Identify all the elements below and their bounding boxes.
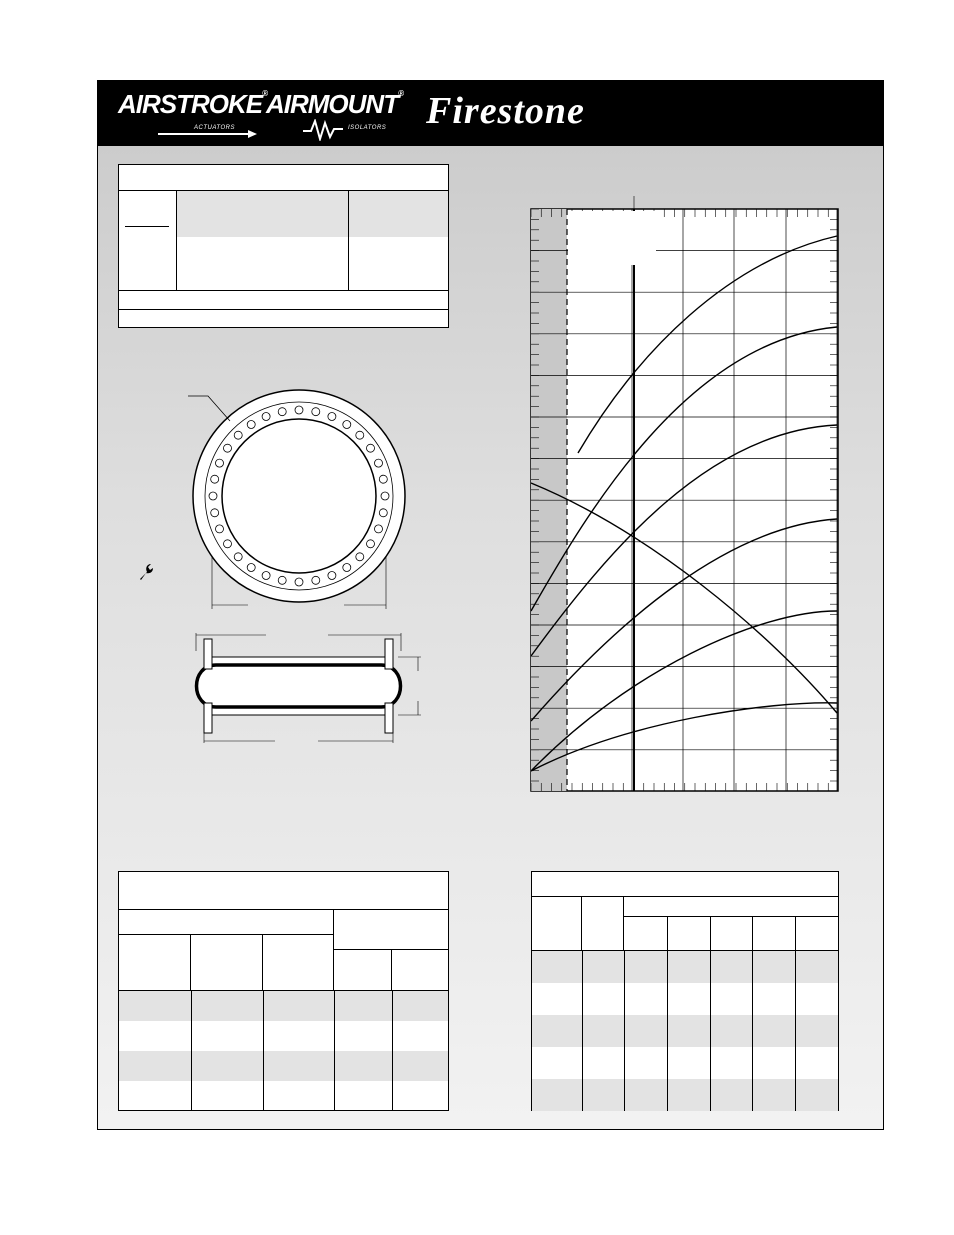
load-table-group-b [334, 910, 448, 950]
airstroke-logo-sub: ACTUATORS [194, 125, 235, 131]
column-divider [667, 1047, 668, 1079]
bolt-hole [216, 459, 224, 467]
column-divider [752, 917, 753, 950]
bolt-hole [356, 431, 364, 439]
table-row [119, 1021, 448, 1051]
load-table-col-3 [263, 935, 334, 990]
bolt-hole [295, 406, 303, 414]
spec-table-left-col [119, 191, 177, 290]
table-row [532, 1047, 838, 1079]
column-divider [710, 1015, 711, 1047]
column-divider [752, 1047, 753, 1079]
bolt-hole [211, 475, 219, 483]
airstroke-logo [118, 89, 267, 120]
column-divider [334, 1021, 335, 1051]
bolt-hole [224, 540, 232, 548]
column-divider [334, 1081, 335, 1111]
bolt-hole [375, 459, 383, 467]
column-divider [710, 1047, 711, 1079]
bolt-hole [234, 431, 242, 439]
column-divider [191, 991, 192, 1021]
column-divider [710, 917, 711, 950]
column-divider [582, 951, 583, 983]
column-divider [795, 1079, 796, 1111]
spec-table-cell-a [177, 191, 349, 237]
rate-table-col-1 [532, 897, 582, 950]
bolt-hole [247, 421, 255, 429]
bolt-hole [262, 413, 270, 421]
registered-mark: ® [398, 89, 403, 98]
rate-table-group [624, 897, 838, 917]
rate-table [531, 871, 839, 1111]
bolt-hole [295, 578, 303, 586]
rate-table-title [532, 872, 838, 897]
bolt-hole [375, 525, 383, 533]
column-divider [710, 951, 711, 983]
column-divider [582, 983, 583, 1015]
table-row [119, 991, 448, 1021]
bolt-hole [367, 540, 375, 548]
flange-drawing [118, 371, 448, 771]
table-row [532, 1079, 838, 1111]
load-table-col-5 [392, 950, 448, 990]
bolt-hole [367, 444, 375, 452]
column-divider [624, 1047, 625, 1079]
performance-chart [528, 191, 848, 801]
column-divider [795, 983, 796, 1015]
bolt-hole [381, 492, 389, 500]
column-divider [263, 1051, 264, 1081]
bolt-hole [216, 525, 224, 533]
column-divider [191, 1081, 192, 1111]
registered-mark: ® [262, 89, 268, 98]
load-table-col-1 [119, 935, 191, 990]
bolt-hole [247, 564, 255, 572]
header-bar [98, 81, 883, 146]
airstroke-logo-text: AIRSTROKE [118, 89, 263, 119]
column-divider [752, 951, 753, 983]
spec-sheet [97, 80, 884, 1130]
airmount-logo-sub: ISOLATORS [348, 125, 387, 131]
bolt-hole [328, 413, 336, 421]
column-divider [582, 1047, 583, 1079]
column-divider [795, 951, 796, 983]
column-divider [795, 1047, 796, 1079]
column-divider [710, 1079, 711, 1111]
spec-table-divider [125, 226, 169, 227]
column-divider [667, 1079, 668, 1111]
column-divider [752, 1015, 753, 1047]
spec-table [118, 164, 449, 328]
column-divider [263, 991, 264, 1021]
table-row [532, 951, 838, 983]
bolt-hole [234, 553, 242, 561]
table-row [119, 1051, 448, 1081]
firestone-logo: Firestone [426, 90, 585, 132]
column-divider [392, 1051, 393, 1081]
bolt-hole [379, 475, 387, 483]
column-divider [392, 991, 393, 1021]
column-divider [582, 1079, 583, 1111]
bolt-hole [379, 509, 387, 517]
rate-table-col-2 [582, 897, 624, 950]
load-table-group-a [119, 910, 334, 935]
column-divider [392, 1021, 393, 1051]
bolt-hole [211, 509, 219, 517]
load-table-title [119, 872, 448, 910]
column-divider [392, 1081, 393, 1111]
column-divider [624, 983, 625, 1015]
column-divider [582, 1015, 583, 1047]
bolt-hole [278, 408, 286, 416]
column-divider [667, 917, 668, 950]
column-divider [710, 983, 711, 1015]
wrench-icon [140, 564, 153, 580]
column-divider [667, 1015, 668, 1047]
bolt-hole [328, 572, 336, 580]
bolt-hole [278, 576, 286, 584]
column-divider [795, 917, 796, 950]
table-row [532, 983, 838, 1015]
airmount-logo-text: AIRMOUNT [266, 89, 399, 119]
column-divider [334, 991, 335, 1021]
spec-table-cell-c [177, 237, 349, 290]
column-divider [191, 1021, 192, 1051]
spec-table-cell-b [349, 191, 448, 237]
table-row [532, 1015, 838, 1047]
column-divider [624, 1079, 625, 1111]
bolt-hole [209, 492, 217, 500]
airmount-logo [266, 89, 403, 120]
zigzag-icon [303, 119, 343, 141]
column-divider [667, 983, 668, 1015]
arrow-icon [158, 129, 258, 139]
load-table [118, 871, 449, 1111]
column-divider [191, 1051, 192, 1081]
column-divider [752, 983, 753, 1015]
spec-table-title-row [119, 165, 448, 191]
column-divider [795, 1015, 796, 1047]
bolt-hole [343, 421, 351, 429]
table-row [119, 1081, 448, 1111]
bolt-hole [224, 444, 232, 452]
column-divider [263, 1021, 264, 1051]
column-divider [624, 1015, 625, 1047]
column-divider [263, 1081, 264, 1111]
bolt-hole [262, 572, 270, 580]
column-divider [334, 1051, 335, 1081]
load-table-col-2 [191, 935, 263, 990]
spec-table-row-1 [119, 290, 448, 310]
bolt-hole [312, 408, 320, 416]
column-divider [624, 951, 625, 983]
bolt-hole [356, 553, 364, 561]
column-divider [752, 1079, 753, 1111]
bolt-hole [343, 564, 351, 572]
column-divider [667, 951, 668, 983]
load-table-col-4 [334, 950, 392, 990]
bolt-hole [312, 576, 320, 584]
